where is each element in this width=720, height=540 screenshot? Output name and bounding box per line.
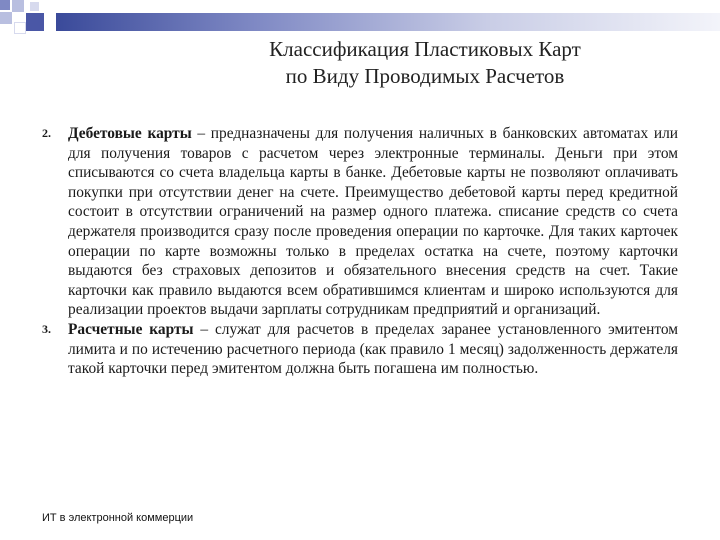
item-text: – предназначены для получения наличных в банковских автоматах или для получения товаров с расчетом через электронные терминалы. Деньги при этом списываются со счета владельца карты в банке. Дебетовые карты не позволяют оплачивать покупки при отсутствии денег на счете. Преимущество дебетовой карты перед кредитной состоит в отсутствии ограничений на размер одного платежа. списание средств со счета держателя производится сразу после проведения операции по карточке. Для таких карточек операции по карте возможны только в пределах остатка на счете, поэтому карточки выдаются без страховых депозитов и обязательного внесения средств на счет. Такие карточки как правило выдаются всем обратившимся клиентам и широко используются для реализации проектов выдачи зарплаты сотрудникам предприятий и организаций. — [68, 125, 678, 319]
item-body — [68, 124, 678, 320]
decor-square-4 — [26, 13, 44, 31]
decor-square-2 — [12, 0, 24, 12]
slide-title — [0, 36, 720, 90]
footer-text: ИТ в электронной коммерции — [42, 512, 194, 524]
list-item-debit — [42, 124, 678, 320]
header-gradient-bar — [56, 13, 720, 31]
title-line-2: по Виду Проводимых Расчетов — [285, 64, 565, 88]
list-item-settlement — [42, 320, 678, 379]
decor-square-5 — [14, 22, 26, 34]
item-term: Расчетные карты — [68, 320, 194, 338]
content-list — [42, 124, 678, 379]
decor-square-3 — [0, 12, 12, 24]
item-body — [68, 320, 678, 379]
header-decoration — [0, 0, 720, 40]
item-text: – служат для расчетов в пределах заранее установленного эмитентом лимита и по истечению расчетного периода (как правило 1 месяц) задолженность держателя такой карточки перед эмитентом должна быть погашена им полностью. — [68, 320, 678, 378]
decor-square-1 — [0, 0, 10, 10]
title-line-1: Классификация Пластиковых Карт — [269, 37, 581, 61]
item-number: 3. — [42, 321, 51, 336]
item-number: 2. — [42, 126, 51, 140]
decor-square-6 — [30, 2, 39, 11]
item-term: Дебетовые карты — [68, 125, 192, 142]
